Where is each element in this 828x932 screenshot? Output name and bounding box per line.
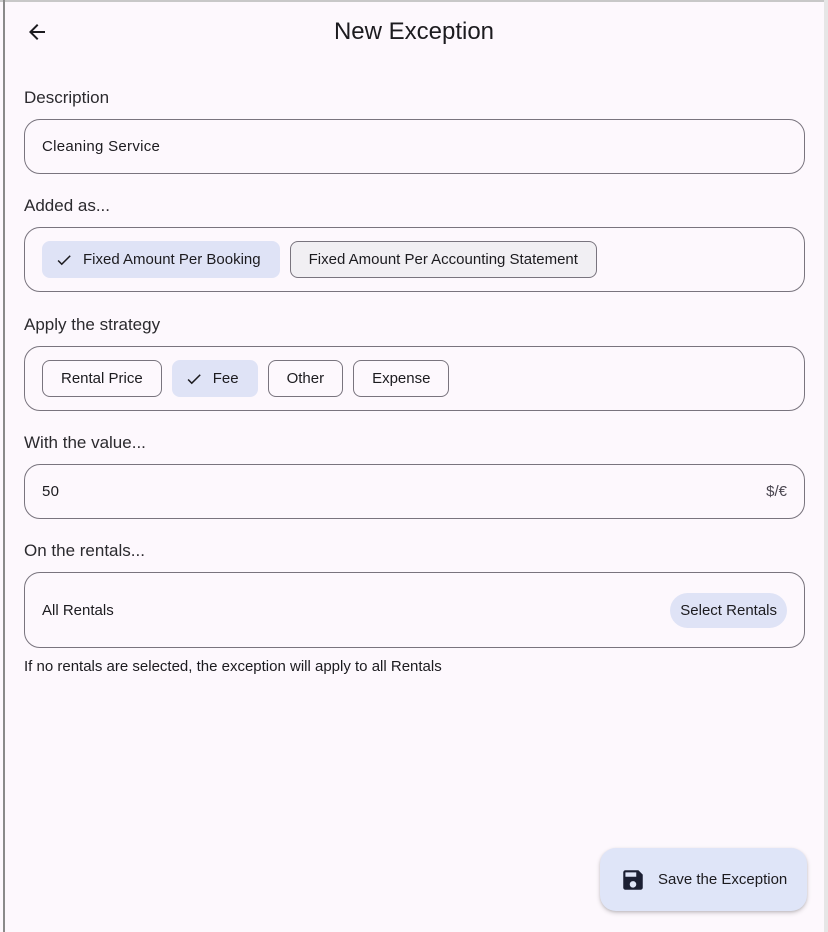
value-label: With the value... bbox=[24, 433, 146, 452]
window-frame-left bbox=[3, 0, 5, 932]
rentals-field bbox=[24, 572, 805, 648]
save-exception-label: Save the Exception bbox=[658, 871, 788, 888]
added-as-label: Added as... bbox=[24, 196, 111, 215]
strategy-group bbox=[24, 346, 805, 411]
description-label: Description bbox=[24, 88, 110, 107]
save-icon bbox=[620, 867, 646, 893]
chip-label: Fixed Amount Per Booking bbox=[83, 251, 261, 268]
app-bar bbox=[0, 0, 828, 66]
select-rentals-button[interactable] bbox=[670, 593, 787, 628]
currency-suffix: $/€ bbox=[766, 483, 787, 500]
rentals-label: On the rentals... bbox=[24, 541, 145, 560]
save-exception-button[interactable] bbox=[600, 848, 807, 911]
chip-other[interactable] bbox=[268, 360, 344, 397]
chip-label: Expense bbox=[372, 370, 431, 387]
chip-expense[interactable] bbox=[353, 360, 449, 397]
strategy-label: Apply the strategy bbox=[24, 315, 161, 334]
rentals-value: All Rentals bbox=[42, 601, 114, 619]
chip-label: Fixed Amount Per Accounting Statement bbox=[308, 251, 578, 268]
select-rentals-label: Select Rentals bbox=[680, 601, 777, 619]
added-as-group bbox=[24, 227, 805, 292]
chip-fee[interactable] bbox=[172, 360, 258, 397]
chip-fixed-per-statement[interactable] bbox=[290, 241, 597, 278]
description-input[interactable] bbox=[42, 138, 787, 155]
page-title: New Exception bbox=[333, 18, 495, 45]
description-field[interactable] bbox=[24, 119, 805, 174]
rentals-hint: If no rentals are selected, the exception will apply to all Rentals bbox=[24, 658, 442, 675]
chip-label: Fee bbox=[212, 370, 239, 387]
chip-rental-price[interactable] bbox=[42, 360, 162, 397]
chip-fixed-per-booking[interactable] bbox=[42, 241, 280, 278]
check-icon bbox=[55, 251, 73, 269]
chip-label: Rental Price bbox=[61, 370, 143, 387]
check-icon bbox=[185, 370, 203, 388]
value-field[interactable] bbox=[24, 464, 805, 519]
window-frame-right bbox=[824, 0, 828, 932]
value-input[interactable] bbox=[42, 483, 766, 500]
chip-label: Other bbox=[286, 370, 325, 387]
